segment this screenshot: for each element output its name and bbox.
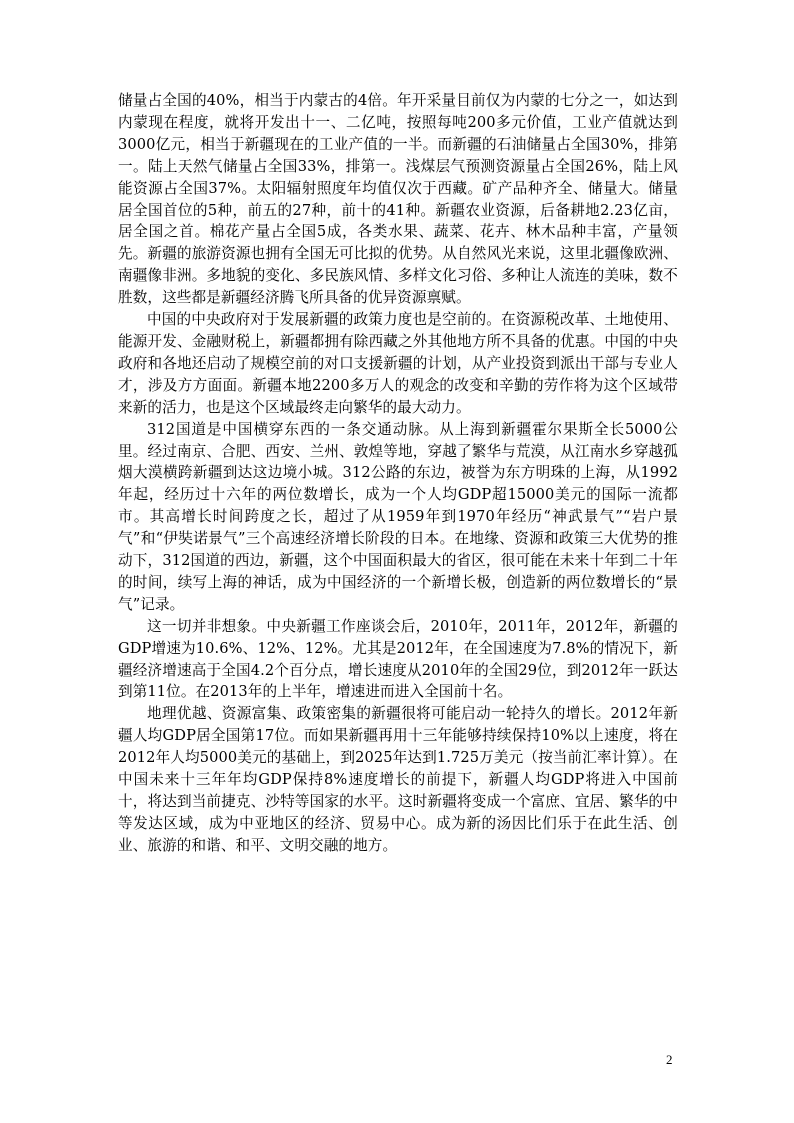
paragraph-resources: 储量占全国的40%，相当于内蒙古的4倍。年开采量目前仅为内蒙的七分之一，如达到内蒙现在程度，就将开发出十一、二亿吨，按照每吨200多元价值，工业产值就达到3000亿元，相当于新疆现在的工业产值的一半。而新疆的石油储量占全国30%，排第一。陆上天然气储量占全国33%，排第一。浅煤层气预测资源量占全国26%，陆上风能资源占全国37%。太阳辐射照度年均值仅次于西藏。矿产品种齐全、储量大。储量居全国首位的5种，前五的27种，前十的41种。新疆农业资源，后备耕地2.23亿亩，居全国之首。棉花产量占全国5成，各类水果、蔬菜、花卉、林木品种丰富，产量领先。新疆的旅游资源也拥有全国无可比拟的优势。从自然风光来说，这里北疆像欧洲、南疆像非洲。多地貌的变化、多民族风情、多样文化习俗、多种让人流连的美味，数不胜数，这些都是新疆经济腾飞所具备的优异资源禀赋。 xyxy=(118,92,678,307)
document-body xyxy=(118,90,678,857)
paragraph-policy: 中国的中央政府对于发展新疆的政策力度也是空前的。在资源税改革、土地使用、能源开发、金融财税上，新疆都拥有除西藏之外其他地方所不具备的优惠。中国的中央政府和各地还启动了规模空前的对口支援新疆的计划，从产业投资到派出干部与专业人才，涉及方方面面。新疆本地2200多万人的观念的改变和辛勤的劳作将为这个区域带来新的活力，也是这个区域最终走向繁华的最大动力。 xyxy=(118,311,678,416)
paragraph-outlook: 地理优越、资源富集、政策密集的新疆很将可能启动一轮持久的增长。2012年新疆人均GDP居全国第17位。而如果新疆再用十三年能够持续保持10%以上速度，将在2012年人均5000美元的基础上，到2025年达到1.725万美元（按当前汇率计算）。在中国未来十三年年均GDP保持8%速度增长的前提下，新疆人均GDP将进入中国前十，将达到当前捷克、沙特等国家的水平。这时新疆将变成一个富庶、宜居、繁华的中等发达区域，成为中亚地区的经济、贸易中心。成为新的汤因比们乐于在此生活、创业、旅游的和谐、和平、文明交融的地方。 xyxy=(118,705,678,854)
paragraph-growth-data: 这一切并非想象。中央新疆工作座谈会后，2010年，2011年，2012年，新疆的GDP增速为10.6%、12%、12%。尤其是2012年，在全国速度为7.8%的情况下，新疆经济增速高于全国4.2个百分点，增长速度从2010年的全国29位，到2012年一跃达到第11位。在2013年的上半年，增速进而进入全国前十名。 xyxy=(118,617,678,701)
page-number: 2 xyxy=(666,1052,673,1067)
paragraph-highway-312: 312国道是中国横穿东西的一条交通动脉。从上海到新疆霍尔果斯全长5000公里。经过南京、合肥、西安、兰州、敦煌等地，穿越了繁华与荒漠，从江南水乡穿越孤烟大漠横跨新疆到达这边境小城。312公路的东边，被誉为东方明珠的上海，从1992年起，经历过十六年的两位数增长，成为一个人均GDP超15000美元的国际一流都市。其高增长时间跨度之长，超过了从1959年到1970年经历“神武景气”“岩户景气”和“伊奘诺景气”三个高速经济增长阶段的日本。在地缘、资源和政策三大优势的推动下，312国道的西边，新疆，这个中国面积最大的省区，很可能在未来十年到二十年的时间，续写上海的神话，成为中国经济的一个新增长极，创造新的两位数增长的“景气”记录。 xyxy=(118,420,678,613)
